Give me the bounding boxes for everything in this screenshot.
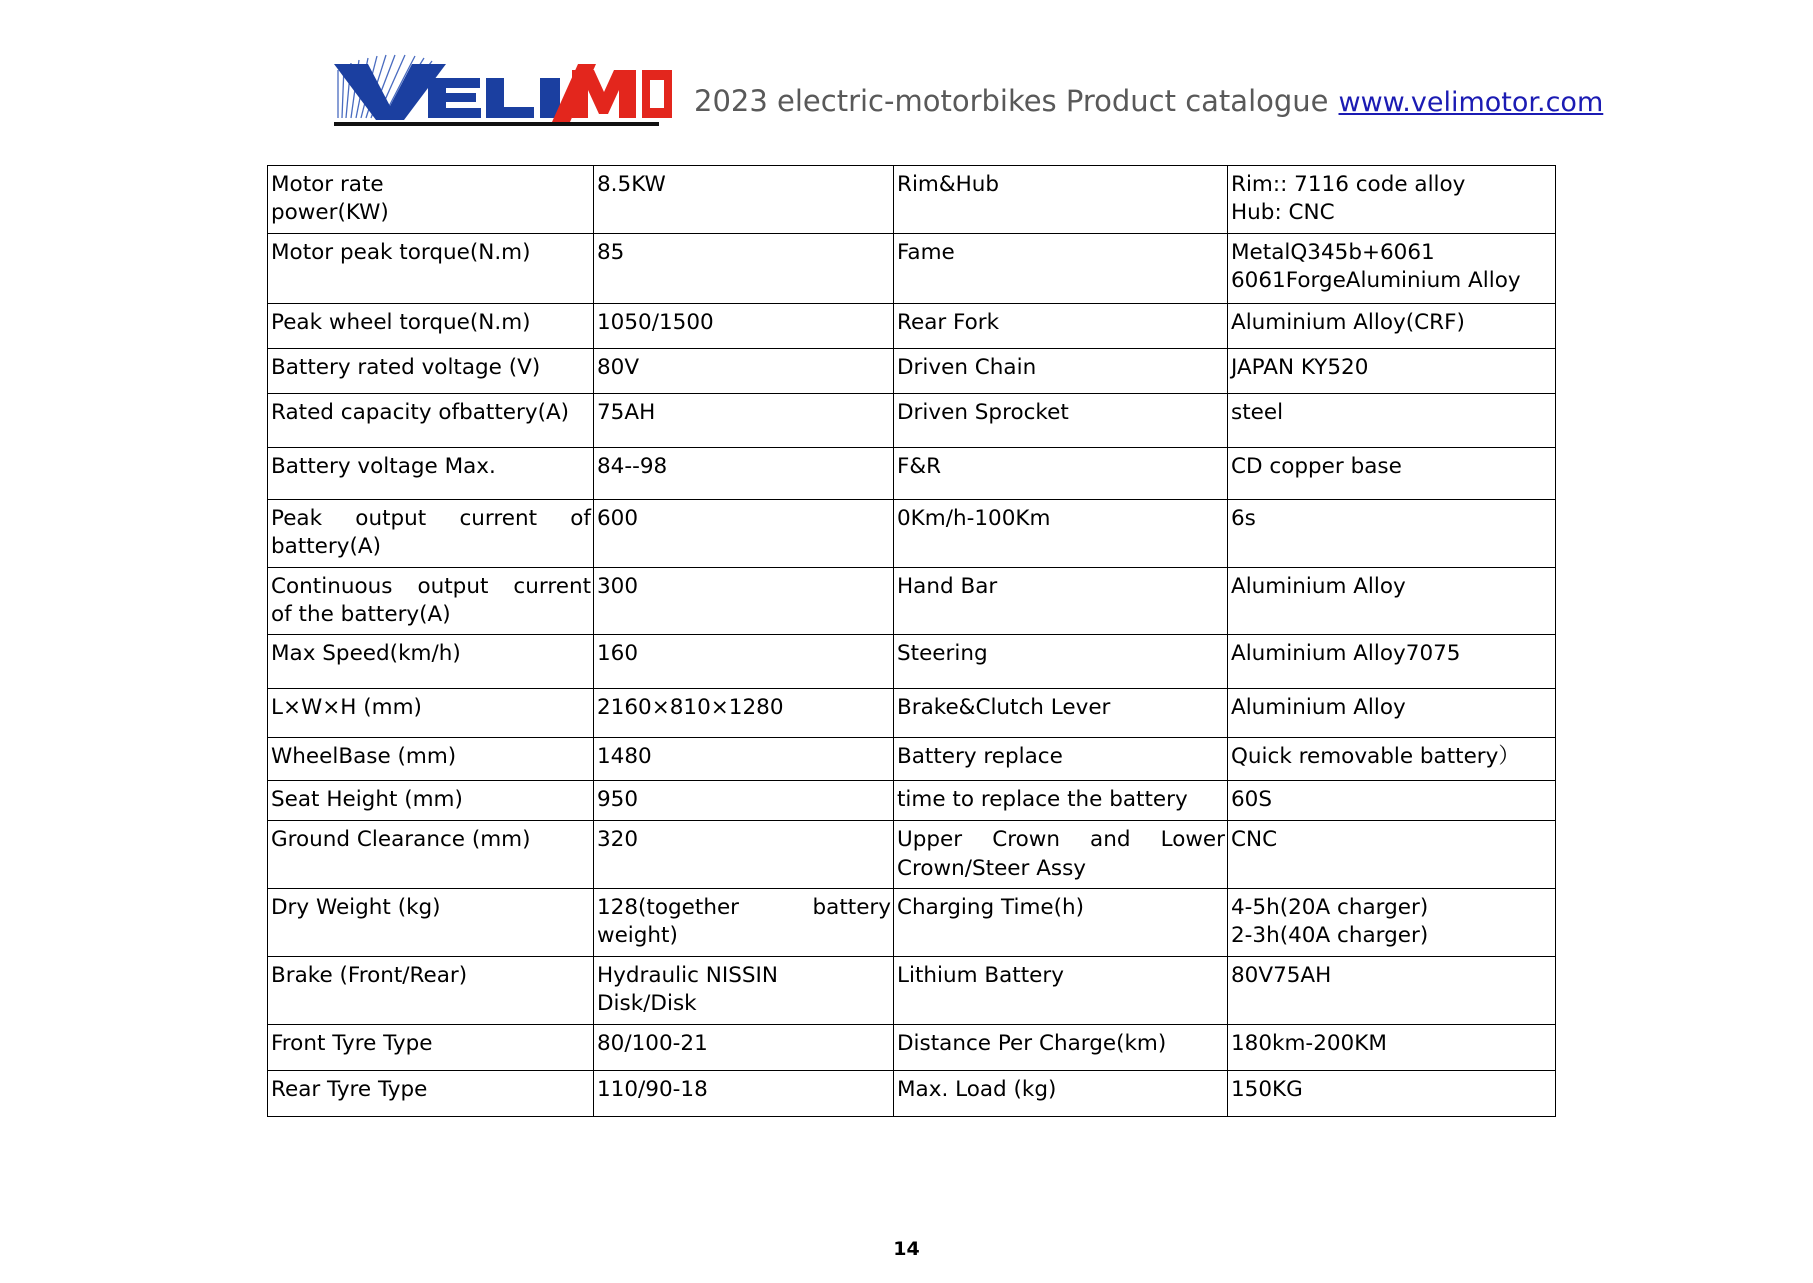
spec-label-right xyxy=(894,738,1228,781)
spec-label-right xyxy=(894,499,1228,567)
spec-value-left-line1: 300 xyxy=(597,573,639,599)
spec-label-right xyxy=(894,447,1228,499)
website-link[interactable]: www.velimotor.com xyxy=(1338,87,1604,118)
spec-label-left xyxy=(268,303,594,348)
spec-value-right-line2: Hub: CNC xyxy=(1231,200,1335,226)
spec-value-right xyxy=(1228,956,1556,1024)
spec-value-right-line1: Aluminium Alloy(CRF) xyxy=(1231,309,1465,335)
spec-label-right-line1: Distance Per Charge(km) xyxy=(897,1030,1167,1056)
logo-graphic xyxy=(320,44,672,126)
spec-label-right xyxy=(894,889,1228,957)
table-row xyxy=(268,821,1556,889)
table-row xyxy=(268,889,1556,957)
spec-label-left xyxy=(268,393,594,447)
table-row xyxy=(268,233,1556,303)
spec-label-left xyxy=(268,166,594,234)
spec-label-right xyxy=(894,1024,1228,1070)
spec-label-right-line1: Fame xyxy=(897,239,955,265)
spec-label-left xyxy=(268,348,594,393)
spec-label-right-line1: Lithium Battery xyxy=(897,962,1064,988)
spec-value-right-line1: JAPAN KY520 xyxy=(1231,354,1369,380)
spec-label-right-line1: time to replace the battery xyxy=(897,787,1188,813)
spec-label-right xyxy=(894,393,1228,447)
spec-value-left-line1: 600 xyxy=(597,505,639,531)
table-row xyxy=(268,567,1556,635)
spec-value-left xyxy=(594,447,894,499)
spec-label-left-line1: Peak wheel torque(N.m) xyxy=(271,309,531,335)
spec-value-right-line2: 6061ForgeAluminium Alloy xyxy=(1231,268,1521,294)
spec-label-right-line1: F&R xyxy=(897,453,942,479)
spec-value-right xyxy=(1228,1070,1556,1116)
table-row xyxy=(268,689,1556,738)
spec-value-right-line1: CD copper base xyxy=(1231,453,1402,479)
spec-value-left-line1: 320 xyxy=(597,827,639,853)
spec-label-right xyxy=(894,956,1228,1024)
spec-label-right xyxy=(894,348,1228,393)
spec-label-left-line1: Front Tyre Type xyxy=(271,1030,433,1056)
spec-label-right-line1: Hand Bar xyxy=(897,573,998,599)
spec-value-right-line2: 2-3h(40A charger) xyxy=(1231,923,1429,949)
spec-value-right-line1: Rim:: 7116 code alloy xyxy=(1231,172,1466,197)
spec-label-left xyxy=(268,233,594,303)
spec-value-left-line1: 75AH xyxy=(597,399,656,425)
spec-label-right xyxy=(894,1070,1228,1116)
spec-label-right xyxy=(894,781,1228,821)
spec-label-left xyxy=(268,821,594,889)
spec-label-left xyxy=(268,781,594,821)
spec-value-right-line1: steel xyxy=(1231,399,1284,425)
spec-label-right xyxy=(894,166,1228,234)
spec-value-left xyxy=(594,1070,894,1116)
spec-value-right-line1: CNC xyxy=(1231,827,1278,853)
spec-label-left-line1: Motor rate xyxy=(271,172,384,197)
spec-label-right-line1: Driven Sprocket xyxy=(897,399,1069,425)
spec-label-right-line2: Crown/Steer Assy xyxy=(897,855,1087,881)
spec-label-left-line1: L×W×H (mm) xyxy=(271,695,422,721)
spec-value-right xyxy=(1228,1024,1556,1070)
spec-value-right-line1: 80V75AH xyxy=(1231,962,1332,988)
spec-label-right xyxy=(894,689,1228,738)
table-row xyxy=(268,447,1556,499)
spec-value-right xyxy=(1228,889,1556,957)
table-row xyxy=(268,1024,1556,1070)
spec-value-right xyxy=(1228,567,1556,635)
spec-label-right-line1: Max. Load (kg) xyxy=(897,1076,1057,1102)
page-title: 2023 electric-motorbikes Product catalogue xyxy=(694,84,1329,118)
spec-value-left xyxy=(594,499,894,567)
spec-value-left xyxy=(594,393,894,447)
table-row xyxy=(268,781,1556,821)
spec-value-right xyxy=(1228,233,1556,303)
spec-value-left-line1: 8.5KW xyxy=(597,172,666,197)
spec-value-right-line1: Aluminium Alloy xyxy=(1231,573,1406,599)
page-number: 14 xyxy=(893,1238,920,1260)
spec-value-left-line1: 2160×810×1280 xyxy=(597,695,784,721)
table-row xyxy=(268,393,1556,447)
spec-label-left xyxy=(268,567,594,635)
spec-value-right xyxy=(1228,499,1556,567)
specifications-table xyxy=(267,165,1556,1117)
spec-value-right xyxy=(1228,393,1556,447)
spec-value-right-line1: 60S xyxy=(1231,787,1273,813)
spec-label-left-line1: Battery voltage Max. xyxy=(271,453,496,479)
spec-label-left xyxy=(268,956,594,1024)
page-header xyxy=(0,38,1813,128)
table-row xyxy=(268,956,1556,1024)
spec-value-left-line1: 128(together battery xyxy=(597,895,891,920)
spec-value-right-line1: Aluminium Alloy xyxy=(1231,695,1406,721)
spec-label-left-line2: power(KW) xyxy=(271,200,389,226)
spec-value-left xyxy=(594,821,894,889)
table-row xyxy=(268,348,1556,393)
table-row xyxy=(268,303,1556,348)
spec-label-left xyxy=(268,499,594,567)
spec-value-left-line1: Hydraulic NISSIN xyxy=(597,962,778,988)
spec-label-left xyxy=(268,738,594,781)
spec-value-right-line1: MetalQ345b+6061 xyxy=(1231,239,1435,265)
spec-value-right xyxy=(1228,781,1556,821)
spec-label-right xyxy=(894,567,1228,635)
spec-value-left-line2: weight) xyxy=(597,923,678,949)
spec-value-left-line1: 950 xyxy=(597,787,639,813)
spec-value-left xyxy=(594,781,894,821)
spec-value-left xyxy=(594,233,894,303)
spec-label-left-line1: Brake (Front/Rear) xyxy=(271,962,468,988)
spec-label-right xyxy=(894,635,1228,689)
spec-value-left-line1: 80/100-21 xyxy=(597,1030,708,1056)
spec-value-right-line1: Quick removable battery） xyxy=(1231,744,1520,770)
spec-value-right-line1: 150KG xyxy=(1231,1076,1303,1102)
spec-value-left xyxy=(594,1024,894,1070)
spec-value-left xyxy=(594,738,894,781)
spec-value-left-line1: 85 xyxy=(597,239,625,265)
spec-label-left-line1: Max Speed(km/h) xyxy=(271,641,461,667)
spec-label-right xyxy=(894,821,1228,889)
spec-label-right-line1: Upper Crown and Lower xyxy=(897,827,1225,853)
spec-label-right-line1: Brake&Clutch Lever xyxy=(897,695,1111,721)
spec-label-left-line1: Rear Tyre Type xyxy=(271,1076,428,1102)
spec-label-right xyxy=(894,233,1228,303)
spec-label-left xyxy=(268,1070,594,1116)
spec-value-right-line1: 4-5h(20A charger) xyxy=(1231,895,1429,920)
spec-label-left-line1: Continuous output current xyxy=(271,573,591,599)
spec-label-left-line2: battery(A) xyxy=(271,534,381,560)
table-row xyxy=(268,1070,1556,1116)
spec-value-left xyxy=(594,956,894,1024)
spec-value-left-line1: 110/90-18 xyxy=(597,1076,708,1102)
spec-value-left xyxy=(594,567,894,635)
spec-value-right xyxy=(1228,635,1556,689)
spec-label-left xyxy=(268,635,594,689)
spec-label-left xyxy=(268,447,594,499)
spec-value-left-line1: 80V xyxy=(597,354,640,380)
spec-label-left-line1: WheelBase (mm) xyxy=(271,744,457,770)
spec-label-left-line2: of the battery(A) xyxy=(271,601,451,627)
spec-value-left-line1: 84--98 xyxy=(597,453,668,479)
spec-label-right-line1: Rear Fork xyxy=(897,309,1000,335)
spec-value-left-line2: Disk/Disk xyxy=(597,991,697,1017)
spec-value-left xyxy=(594,166,894,234)
spec-value-right xyxy=(1228,738,1556,781)
spec-label-left xyxy=(268,889,594,957)
spec-label-right-line1: 0Km/h-100Km xyxy=(897,505,1051,531)
spec-label-right-line1: Rim&Hub xyxy=(897,172,1000,197)
spec-label-left-line1: Seat Height (mm) xyxy=(271,787,463,813)
spec-label-right-line1: Steering xyxy=(897,641,988,667)
spec-label-left-line1: Dry Weight (kg) xyxy=(271,895,441,920)
spec-value-left-line1: 160 xyxy=(597,641,639,667)
spec-value-right xyxy=(1228,348,1556,393)
spec-value-left xyxy=(594,889,894,957)
spec-label-left xyxy=(268,1024,594,1070)
velimotor-logo xyxy=(320,44,672,126)
spec-value-right xyxy=(1228,166,1556,234)
spec-label-left-line1: Battery rated voltage (V) xyxy=(271,354,541,380)
spec-label-left-line1: Rated capacity ofbattery(A) xyxy=(271,399,570,425)
spec-value-right xyxy=(1228,821,1556,889)
spec-value-left xyxy=(594,348,894,393)
spec-value-right-line1: 180km-200KM xyxy=(1231,1030,1387,1056)
spec-value-right xyxy=(1228,689,1556,738)
table-row xyxy=(268,166,1556,234)
spec-label-right-line1: Charging Time(h) xyxy=(897,895,1085,920)
spec-value-left xyxy=(594,303,894,348)
spec-value-left xyxy=(594,635,894,689)
spec-value-right-line1: 6s xyxy=(1231,505,1256,531)
spec-label-left-line1: Ground Clearance (mm) xyxy=(271,827,531,853)
spec-value-left-line1: 1050/1500 xyxy=(597,309,714,335)
table-body xyxy=(268,166,1556,1117)
spec-label-right-line1: Battery replace xyxy=(897,744,1063,770)
spec-label-right xyxy=(894,303,1228,348)
spec-label-left-line1: Peak output current of xyxy=(271,505,591,531)
spec-label-left xyxy=(268,689,594,738)
spec-value-right xyxy=(1228,303,1556,348)
spec-value-right-line1: Aluminium Alloy7075 xyxy=(1231,641,1461,667)
spec-value-left xyxy=(594,689,894,738)
table-row xyxy=(268,499,1556,567)
table-row xyxy=(268,738,1556,781)
spec-label-right-line1: Driven Chain xyxy=(897,354,1037,380)
spec-label-left-line1: Motor peak torque(N.m) xyxy=(271,239,531,265)
spec-value-right xyxy=(1228,447,1556,499)
spec-value-left-line1: 1480 xyxy=(597,744,652,770)
table-row xyxy=(268,635,1556,689)
